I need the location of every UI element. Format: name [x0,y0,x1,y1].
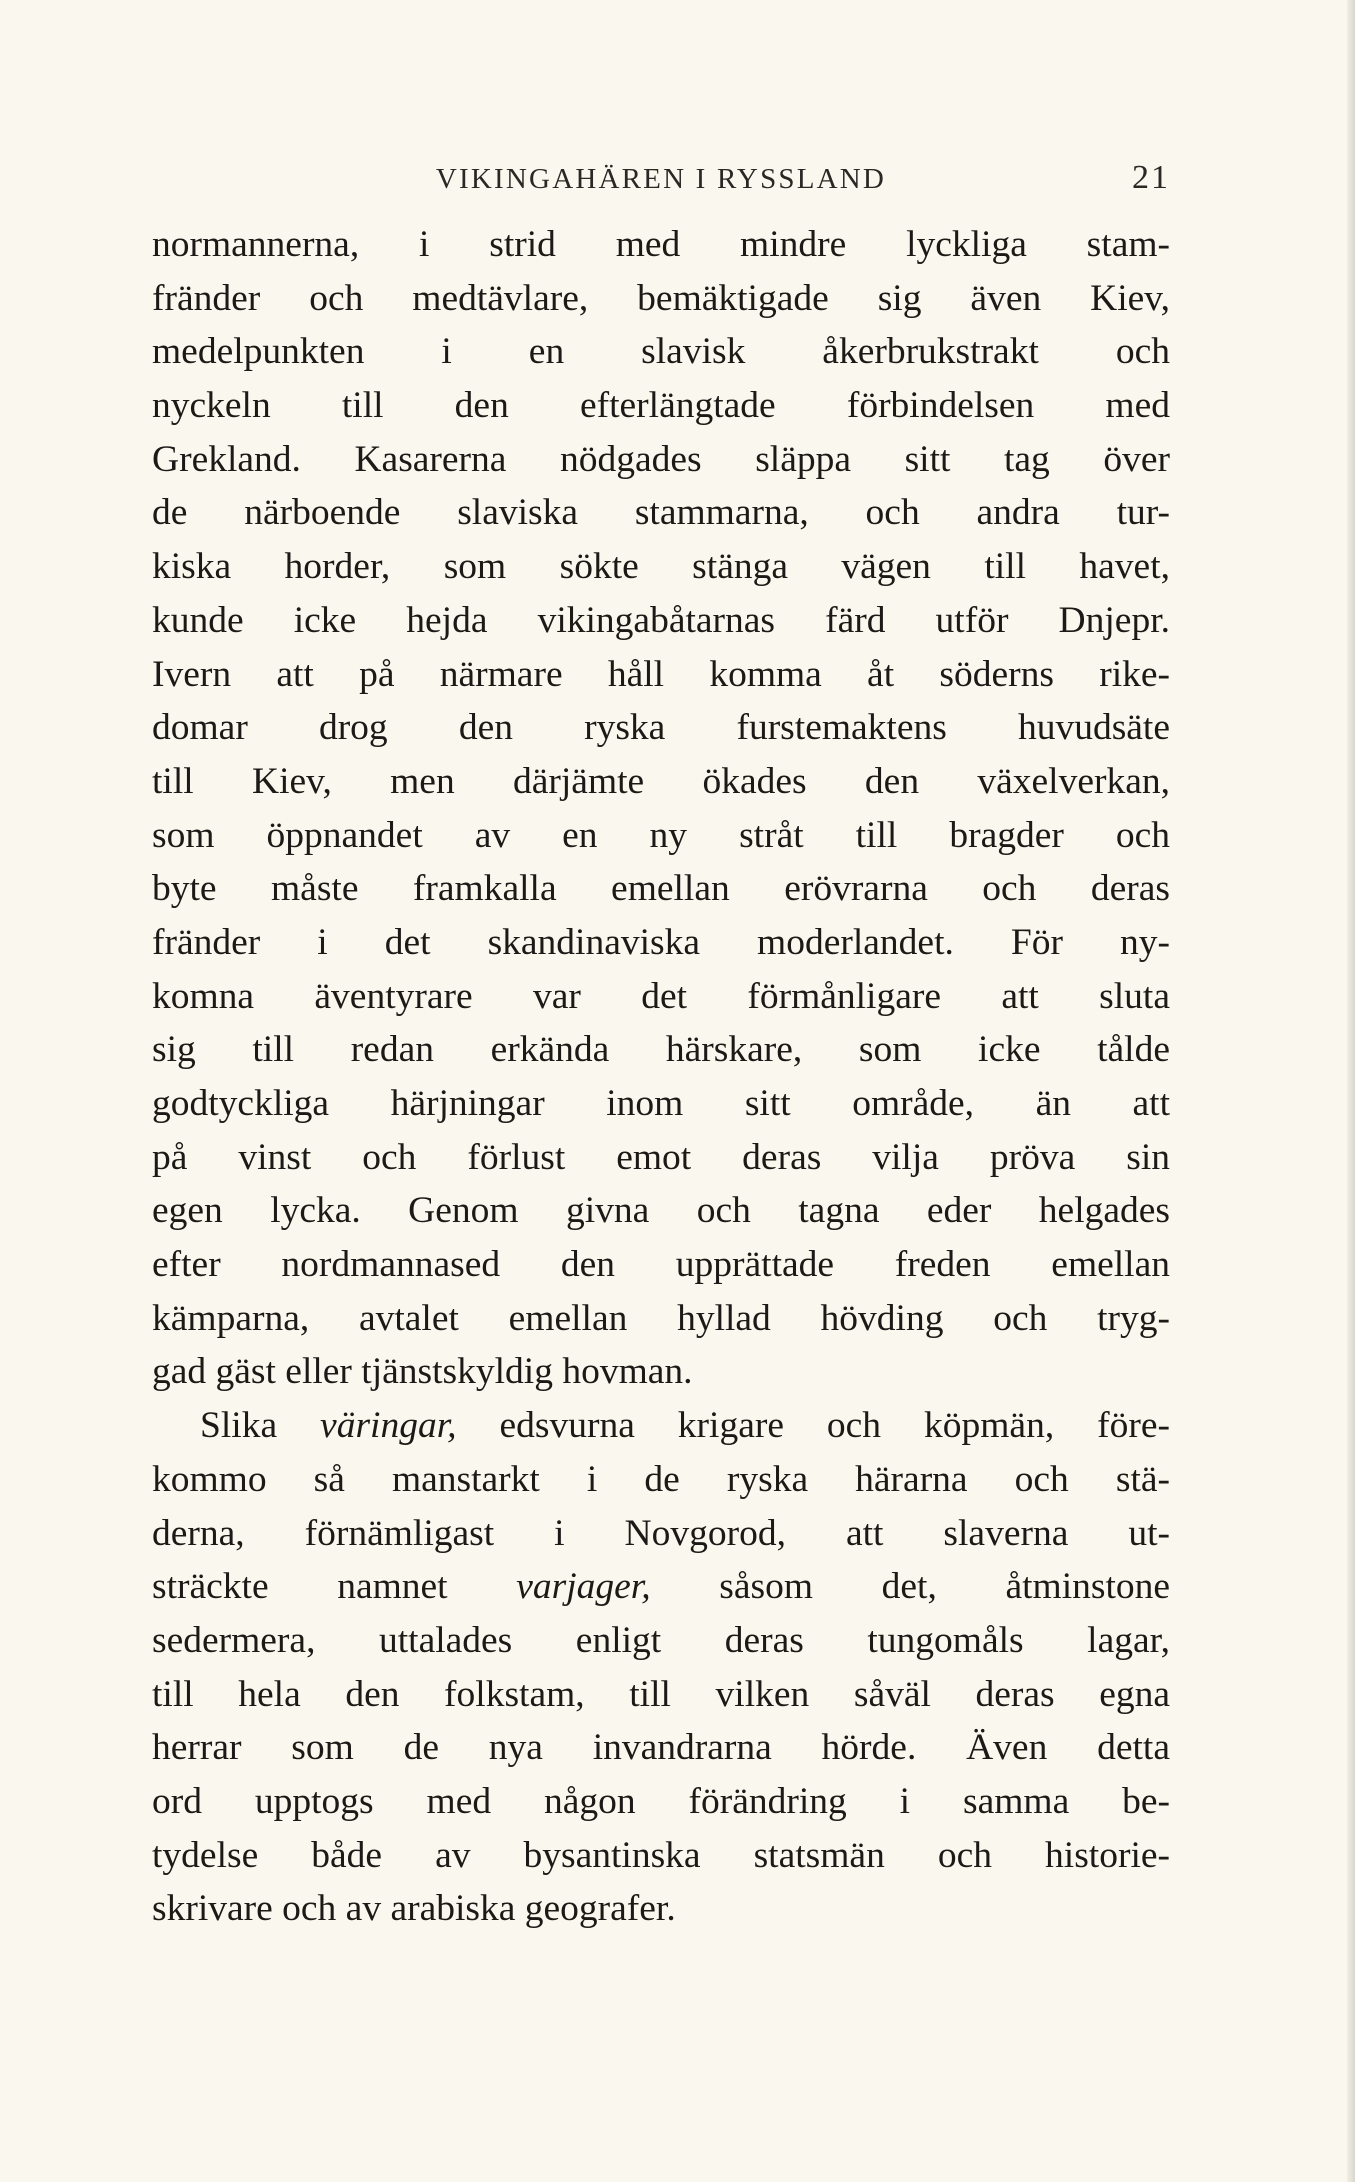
text-line: kommo så manstarkt i de ryska härarna och stä- [152,1458,1170,1500]
text-line: kämparna, avtalet emellan hyllad hövding och tryg- [152,1297,1170,1339]
text-line: sedermera, uttalades enligt deras tungomåls lagar, [152,1619,1170,1661]
text-line: tydelse både av bysantinska statsmän och historie- [152,1834,1170,1876]
paragraph-1 [152,218,1170,1399]
text-line: skrivare och av arabiska geografer. [152,1888,676,1930]
text-span: edsvurna krigare och köpmän, före- [499,1405,1170,1447]
text-line: byte måste framkalla emellan erövrarna och deras [152,868,1170,910]
text-line: komna äventyrare var det förmånligare att sluta [152,975,1170,1017]
text-span: sträckte namnet [152,1566,448,1608]
text-line: derna, förnämligast i Novgorod, att slaverna ut- [152,1512,1170,1554]
text-line: de närboende slaviska stammarna, och andra tur- [152,492,1170,534]
text-line: egen lycka. Genom givna och tagna eder helgades [152,1190,1170,1232]
text-line: på vinst och förlust emot deras vilja pröva sin [152,1136,1170,1178]
text-line: kiska horder, som sökte stänga vägen till havet, [152,546,1170,588]
text-line: Grekland. Kasarerna nödgades släppa sitt tag över [152,438,1170,480]
running-title: VIKINGAHÄREN I RYSSLAND [435,163,887,195]
body-text [152,218,1170,1936]
italic-term-varingar: väringar, [320,1405,457,1447]
text-line: normannerna, i strid med mindre lyckliga stam- [152,224,1170,265]
text-line [152,1399,1170,1453]
text-line: godtyckliga härjningar inom sitt område, än att [152,1083,1170,1124]
paragraph-2 [152,1399,1170,1936]
text-line: nyckeln till den efterlängtade förbindelsen med [152,385,1170,427]
text-line: till Kiev, men därjämte ökades den växelverkan, [152,760,1170,802]
text-line: medelpunkten i en slavisk åkerbrukstrakt och [152,331,1170,373]
text-line: fränder i det skandinaviska moderlandet. För ny- [152,921,1170,963]
text-span: såsom det, åtminstone [719,1566,1170,1608]
text-span: Slika [200,1405,278,1447]
text-line: till hela den folkstam, till vilken såväl deras egna [152,1673,1170,1715]
text-line: herrar som de nya invandrarna hörde. Även detta [152,1727,1170,1769]
running-header [152,155,1170,205]
text-line: gad gäst eller tjänstskyldig hovman. [152,1351,693,1393]
text-line: fränder och medtävlare, bemäktigade sig även Kiev, [152,277,1170,319]
text-line [152,1560,1170,1614]
text-line: efter nordmannased den upprättade freden emellan [152,1244,1170,1286]
italic-term-varjager: varjager, [516,1566,651,1608]
page-edge [1347,0,1355,2182]
page-number: 21 [1132,159,1170,196]
text-line: som öppnandet av en ny stråt till bragder och [152,814,1170,856]
text-line: sig till redan erkända härskare, som icke tålde [152,1029,1170,1071]
text-line: Ivern att på närmare håll komma åt söderns rike- [152,653,1170,695]
text-line: ord upptogs med någon förändring i samma be- [152,1780,1170,1822]
text-line: domar drog den ryska furstemaktens huvudsäte [152,707,1170,749]
text-line: kunde icke hejda vikingabåtarnas färd utför Dnjepr. [152,599,1170,641]
